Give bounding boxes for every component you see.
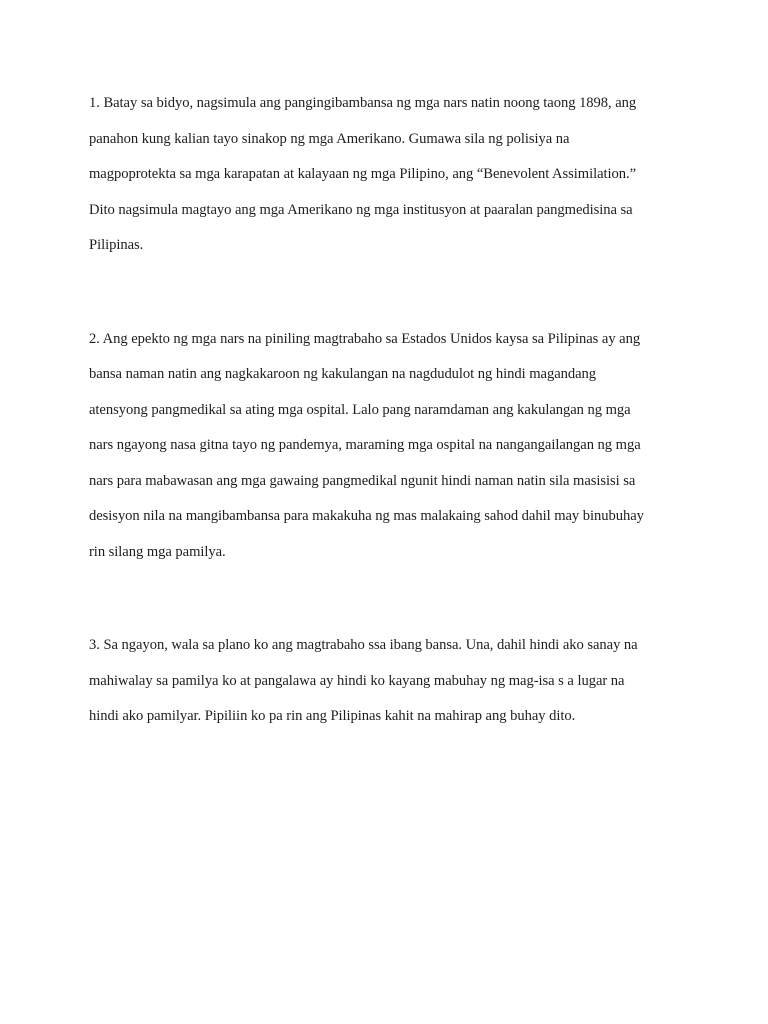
paragraph-spacer bbox=[89, 264, 679, 322]
paragraph-line: panahon kung kalian tayo sinakop ng mga Amerikano. Gumawa sila ng polisiya na bbox=[89, 130, 570, 147]
paragraph-line: desisyon nila na mangibambansa para makakuha ng mas malakaing sahod dahil may binubuhay bbox=[89, 508, 644, 524]
paragraph-spacer bbox=[89, 570, 679, 628]
paragraph-1 bbox=[89, 86, 679, 264]
paragraph-line: nars ngayong nasa gitna tayo ng pandemya, maraming mga ospital na nangangailangan ng mga bbox=[89, 437, 641, 453]
paragraph-line: atensyong pangmedikal sa ating mga ospital. Lalo pang naramdaman ang kakulangan ng mga bbox=[89, 401, 631, 418]
paragraph-2 bbox=[89, 322, 679, 571]
paragraph-line: Dito nagsimula magtayo ang mga Amerikano ng mga institusyon at paaralan pangmedisina sa bbox=[89, 201, 633, 218]
paragraph-line: hindi ako pamilyar. Pipiliin ko pa rin ang Pilipinas kahit na mahirap ang buhay dito. bbox=[89, 708, 576, 724]
paragraph-line: magpoprotekta sa mga karapatan at kalayaan ng mga Pilipino, ang “Benevolent Assimilation.” bbox=[89, 166, 637, 182]
paragraph-line: 2. Ang epekto ng mga nars na piniling magtrabaho sa Estados Unidos kaysa sa Pilipinas ay ang bbox=[89, 330, 641, 347]
paragraph-line: mahiwalay sa pamilya ko at pangalawa ay hindi ko kayang mabuhay ng mag-isa s a lugar na bbox=[89, 672, 625, 689]
paragraph-line: 3. Sa ngayon, wala sa plano ko ang magtrabaho ssa ibang bansa. Una, dahil hindi ako sanay na bbox=[89, 637, 638, 653]
paragraph-line: 1. Batay sa bidyo, nagsimula ang pangingibambansa ng mga nars natin noong taong 1898, ang bbox=[89, 95, 637, 111]
paragraph-3 bbox=[89, 628, 679, 735]
paragraph-line: bansa naman natin ang nagkakaroon ng kakulangan na nagdudulot ng hindi magandang bbox=[89, 366, 597, 382]
document-body bbox=[89, 86, 679, 735]
paragraph-line: nars para mabawasan ang mga gawaing pangmedikal ngunit hindi naman natin sila masisisi sa bbox=[89, 472, 636, 489]
paragraph-line: Pilipinas. bbox=[89, 237, 144, 253]
paragraph-line: rin silang mga pamilya. bbox=[89, 543, 226, 560]
